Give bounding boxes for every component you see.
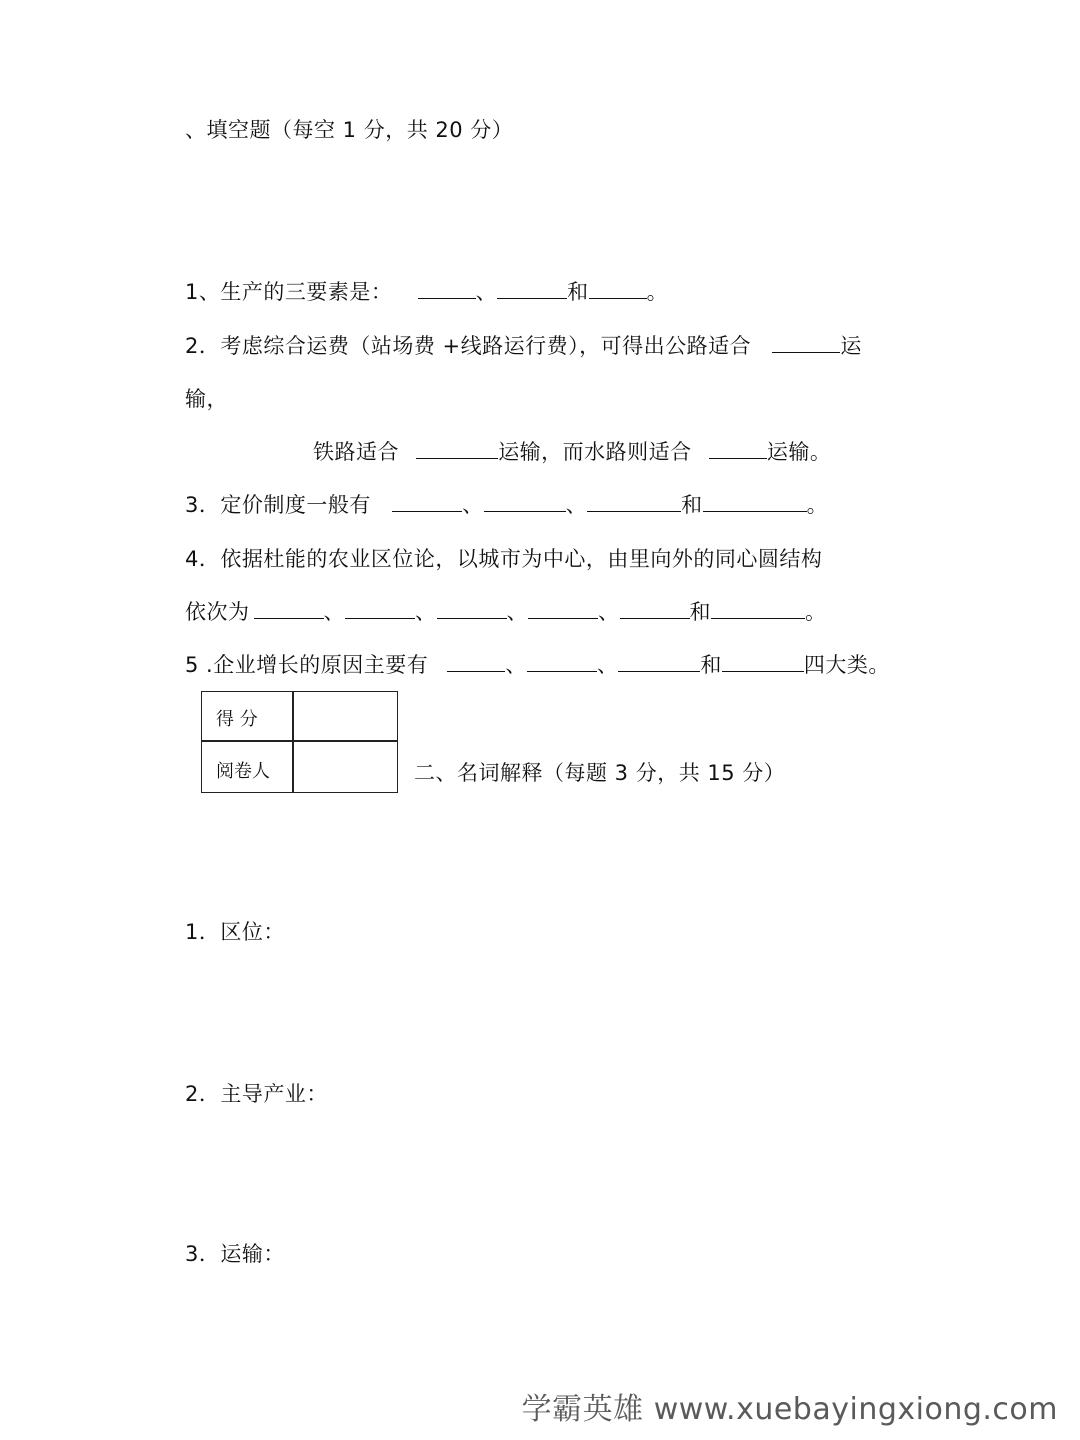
separator: 、	[596, 653, 619, 677]
question-1	[185, 278, 668, 306]
answer-blank[interactable]	[527, 651, 597, 672]
end-mark: 。	[805, 600, 827, 624]
answer-blank[interactable]	[418, 278, 476, 299]
answer-blank[interactable]	[484, 491, 566, 512]
term-item-1: 1．区位：	[185, 920, 285, 944]
question-4-line-2	[185, 598, 827, 626]
question-4-line-1: 4．依据杜能的农业区位论，以城市为中心，由里向外的同心圆结构	[185, 547, 823, 571]
answer-blank[interactable]	[620, 598, 690, 619]
end-mark: 四大类。	[803, 653, 890, 677]
separator: 、	[506, 600, 528, 624]
question-2-text: 铁路适合	[313, 440, 399, 464]
answer-blank[interactable]	[416, 438, 498, 459]
separator: 、	[415, 600, 437, 624]
answer-blank[interactable]	[709, 438, 767, 459]
term-item-2: 2．主导产业：	[185, 1082, 328, 1106]
answer-blank[interactable]	[437, 598, 507, 619]
separator: 和	[567, 280, 589, 304]
answer-blank[interactable]	[722, 651, 804, 672]
grader-label: 阅卷人	[216, 761, 270, 782]
end-mark: 。	[806, 493, 829, 517]
question-2-line-3	[313, 438, 831, 466]
question-1-text: 1、生产的三要素是：	[185, 280, 393, 304]
question-4-text: 依次为	[185, 600, 250, 624]
question-5	[185, 651, 890, 679]
question-2-line-2: 输，	[185, 387, 228, 411]
question-3	[185, 491, 828, 519]
question-2-text: 运输。	[766, 440, 832, 464]
question-3-text: 3．定价制度一般有	[185, 493, 371, 517]
answer-blank[interactable]	[392, 491, 462, 512]
answer-blank[interactable]	[528, 598, 598, 619]
question-2-text: 运	[840, 334, 862, 358]
separator: 和	[681, 493, 703, 517]
section2-heading: 二、名词解释（每题 3 分，共 15 分）	[414, 761, 786, 785]
question-2-line-1	[185, 332, 862, 360]
answer-blank[interactable]	[618, 651, 700, 672]
question-2-text: 2．考虑综合运费（站场费 +线路运行费），可得出公路适合	[185, 334, 752, 358]
score-table	[201, 691, 398, 793]
separator: 、	[462, 493, 484, 517]
separator: 、	[565, 493, 588, 517]
grader-cell[interactable]	[294, 742, 397, 792]
answer-blank[interactable]	[447, 651, 505, 672]
and-mark: 和	[689, 600, 711, 624]
answer-blank[interactable]	[589, 278, 647, 299]
separator: 、	[323, 600, 345, 624]
term-item-3: 3．运输：	[185, 1242, 285, 1266]
and-mark: 和	[700, 653, 722, 677]
answer-blank[interactable]	[587, 491, 681, 512]
watermark: 学霸英雄 www.xuebayingxiong.com	[521, 1392, 1058, 1427]
separator: 、	[505, 653, 527, 677]
answer-blank[interactable]	[254, 598, 324, 619]
answer-blank[interactable]	[711, 598, 805, 619]
question-2-text: 运输，而水路则适合	[498, 440, 692, 464]
section1-heading: 、填空题（每空 1 分，共 20 分）	[185, 118, 514, 142]
answer-blank[interactable]	[497, 278, 567, 299]
question-5-text: 5 .企业增长的原因主要有	[185, 653, 429, 677]
answer-blank[interactable]	[772, 332, 840, 353]
end-mark: 。	[646, 280, 669, 304]
score-cell[interactable]	[294, 692, 397, 739]
answer-blank[interactable]	[703, 491, 807, 512]
separator: 、	[598, 600, 620, 624]
answer-blank[interactable]	[345, 598, 415, 619]
separator: 、	[475, 280, 498, 304]
score-label: 得 分	[216, 709, 258, 730]
